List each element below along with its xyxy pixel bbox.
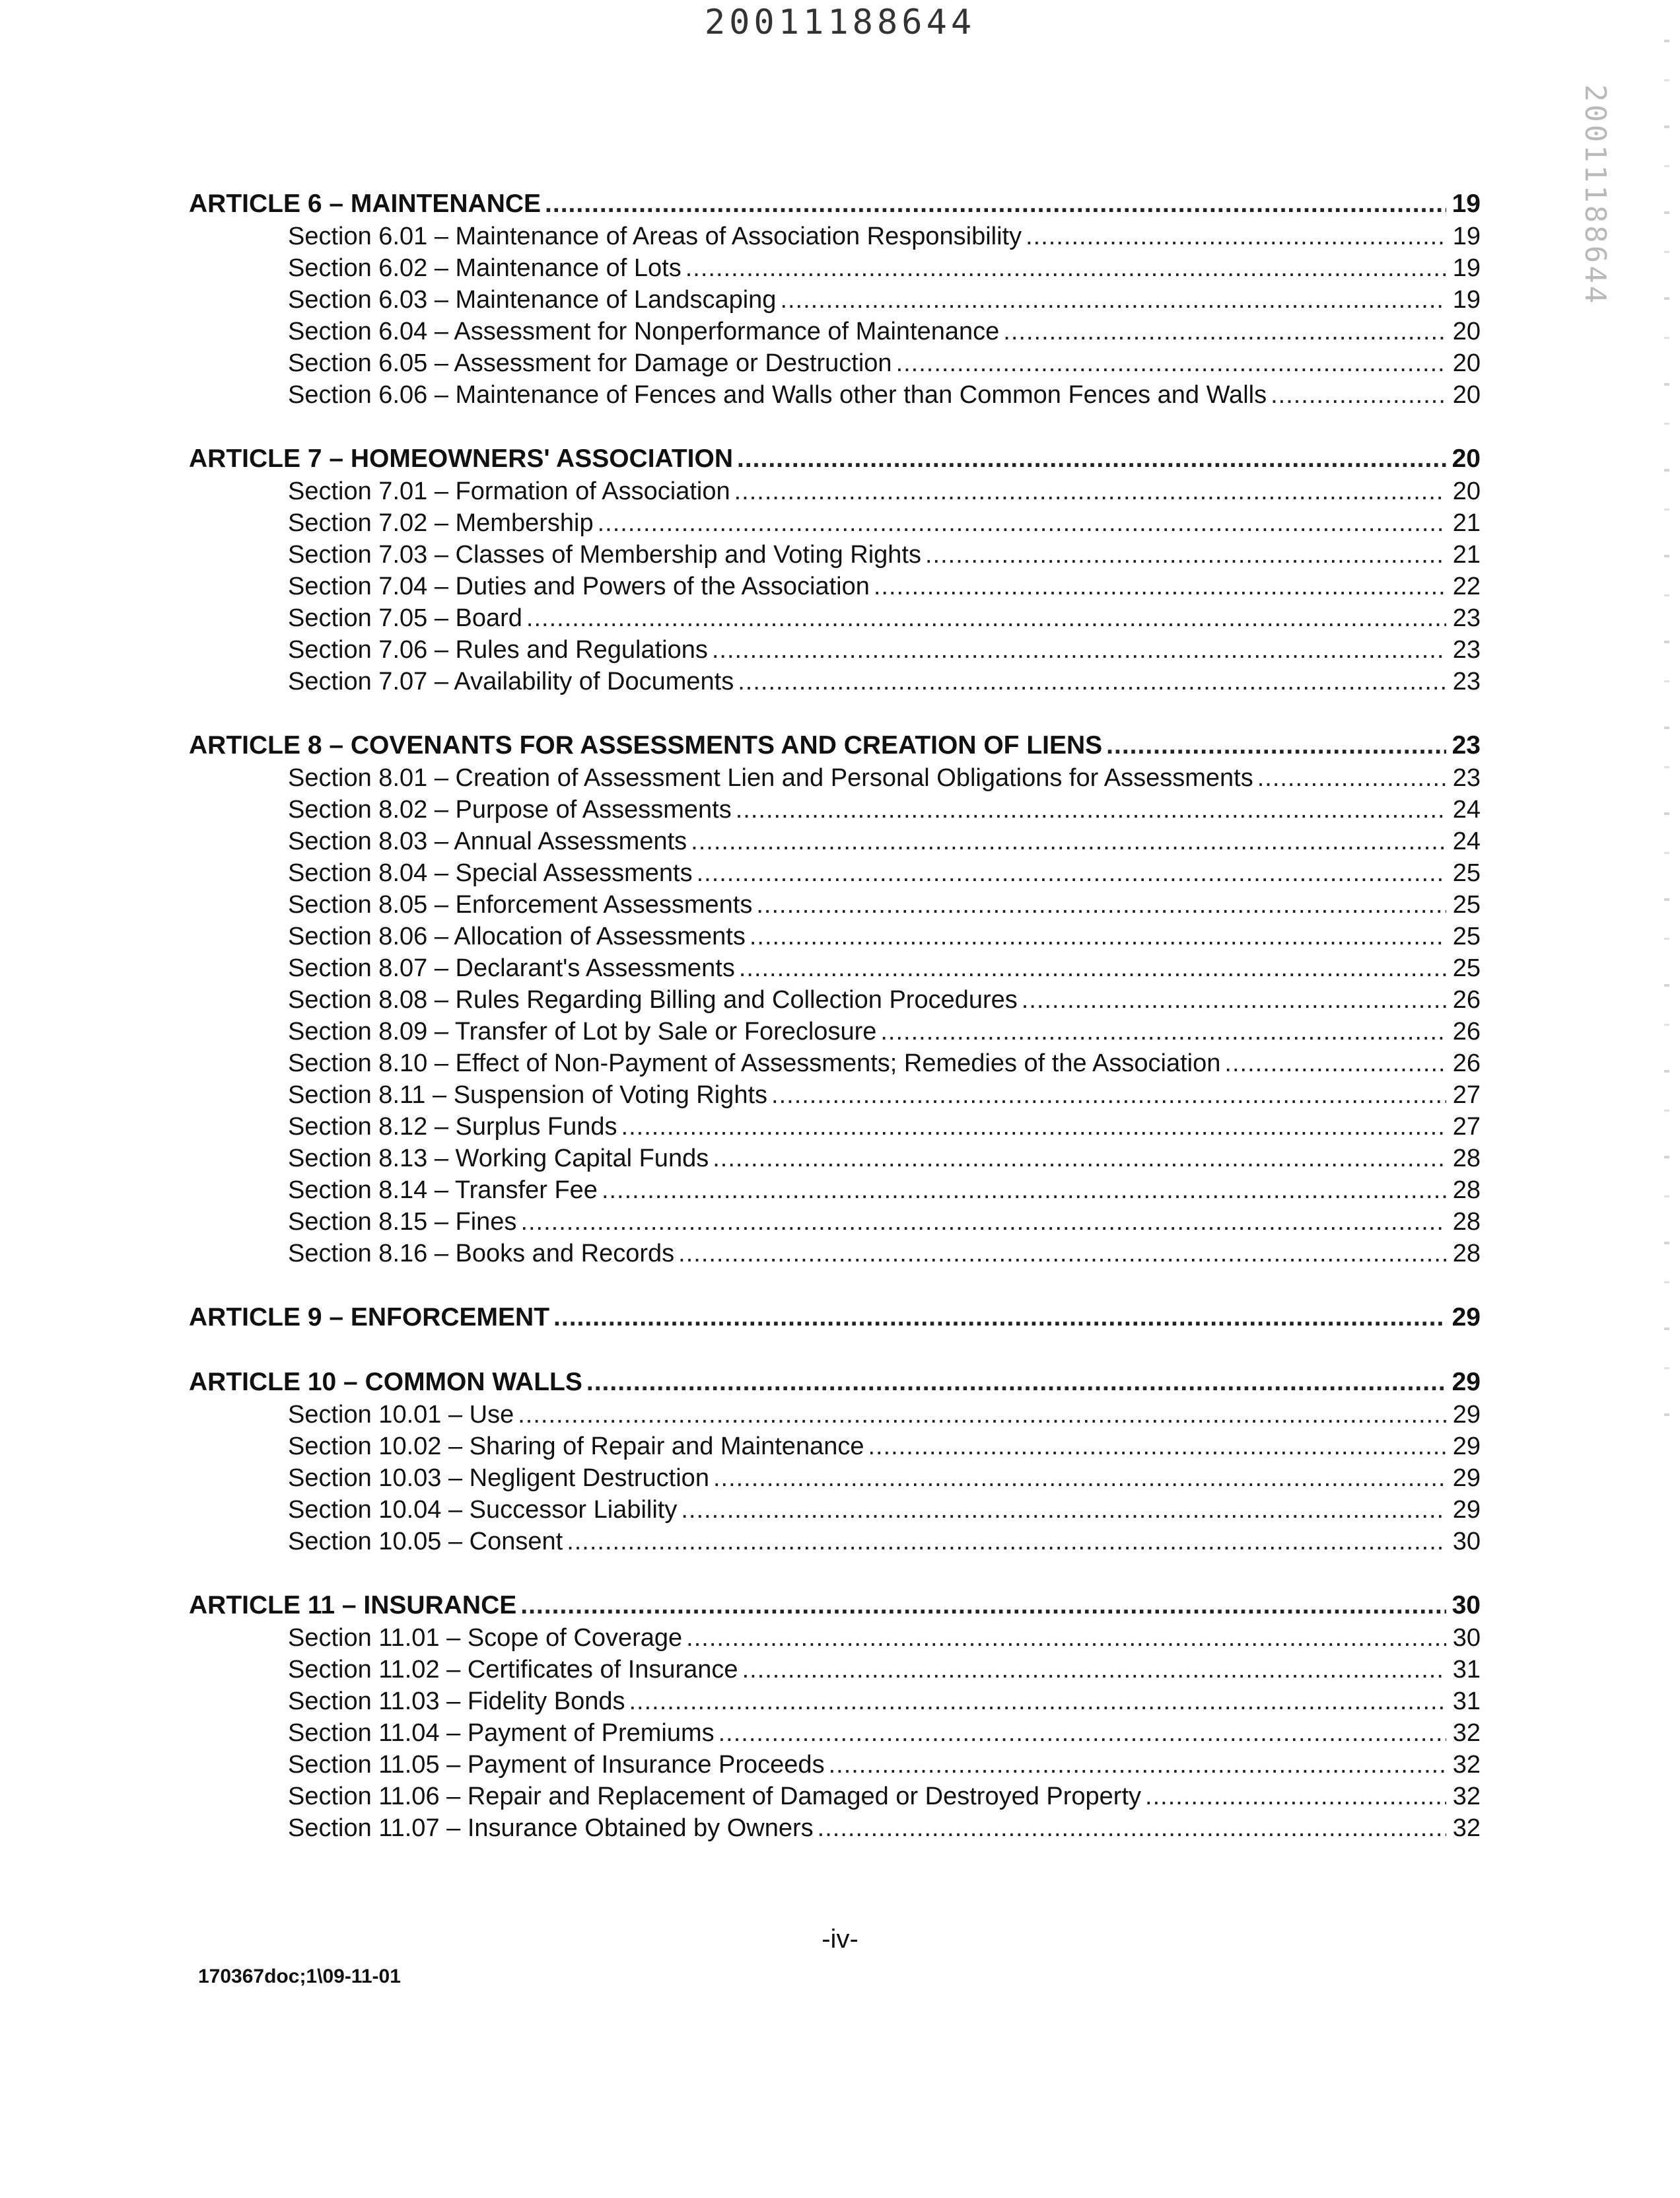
section-entry-page: 26 [1452,1018,1481,1046]
section-entry [189,762,1481,794]
section-entry [189,1431,1481,1462]
section-entry-title: Section 6.03 – Maintenance of Landscaping [288,286,777,314]
section-entry-title: Section 8.06 – Allocation of Assessments [288,923,746,950]
toc-article [189,188,1481,411]
dot-leader [1106,729,1446,762]
section-entry-page: 27 [1452,1081,1481,1109]
section-entry [189,1174,1481,1206]
section-entry-page: 21 [1452,509,1481,537]
section-entry [189,794,1481,826]
section-entry-title: Section 10.05 – Consent [288,1528,563,1555]
section-entry [189,316,1481,347]
section-entry-page: 31 [1452,1687,1481,1715]
section-entry [189,379,1481,411]
dot-leader [553,1301,1446,1334]
article-entry [189,443,1481,476]
section-entry-title: Section 8.07 – Declarant's Assessments [288,954,735,982]
section-entry-page: 23 [1452,604,1481,632]
section-entry-title: Section 11.03 – Fidelity Bonds [288,1687,625,1715]
section-entry-title: Section 8.15 – Fines [288,1208,517,1236]
section-entry-page: 26 [1452,1049,1481,1077]
scan-edge-artifact [1664,40,1669,1427]
section-entry-title: Section 8.14 – Transfer Fee [288,1176,598,1204]
dot-leader [686,1622,1446,1654]
section-entry-title: Section 8.10 – Effect of Non-Payment of Assessments; Remedies of the Association [288,1049,1221,1077]
article-entry [189,729,1481,762]
section-entry [189,539,1481,571]
section-entry [189,1111,1481,1143]
section-entry [189,1206,1481,1238]
section-entry-title: Section 11.04 – Payment of Premiums [288,1719,715,1747]
section-entry [189,634,1481,666]
section-entry [189,347,1481,379]
dot-leader [712,634,1446,666]
table-of-contents [189,188,1481,1876]
section-entry-page: 24 [1452,828,1481,855]
dot-leader [685,252,1446,284]
dot-leader [520,1206,1446,1238]
section-entry [189,602,1481,634]
section-entry [189,1016,1481,1047]
section-entry-title: Section 7.04 – Duties and Powers of the Association [288,573,870,600]
section-entry [189,1717,1481,1749]
section-entry [189,1622,1481,1654]
dot-leader [739,952,1446,984]
section-entry-title: Section 8.11 – Suspension of Voting Rights [288,1081,768,1109]
article-entry-page: 23 [1452,731,1481,760]
section-entry [189,826,1481,857]
dot-leader [713,1143,1446,1174]
dot-leader [681,1494,1446,1526]
section-entry-page: 19 [1452,254,1481,282]
section-entry-title: Section 7.06 – Rules and Regulations [288,636,708,664]
section-entry-page: 21 [1452,541,1481,569]
dot-leader [868,1431,1446,1462]
section-entry-title: Section 8.02 – Purpose of Assessments [288,796,732,824]
section-entry-page: 30 [1452,1624,1481,1652]
dot-leader [1257,762,1446,794]
section-entry [189,507,1481,539]
dot-leader [1026,221,1446,252]
section-entry-title: Section 8.04 – Special Assessments [288,859,693,887]
section-entry-title: Section 10.04 – Successor Liability [288,1496,678,1524]
article-entry [189,1366,1481,1399]
section-entry [189,284,1481,316]
dot-leader [880,1016,1446,1047]
section-entry-page: 29 [1452,1464,1481,1492]
article-entry-page: 19 [1452,190,1481,218]
dot-leader [925,539,1446,571]
dot-leader [621,1111,1446,1143]
section-entry [189,952,1481,984]
dot-leader [713,1462,1446,1494]
page-number: -iv- [822,1925,858,1954]
section-entry-title: Section 6.05 – Assessment for Damage or Destruction [288,349,892,377]
section-entry [189,1462,1481,1494]
dot-leader [750,921,1446,952]
article-entry [189,1301,1481,1334]
dot-leader [736,794,1446,826]
section-entry-title: Section 8.01 – Creation of Assessment Lien and Personal Obligations for Assessments [288,764,1253,792]
dot-leader [780,284,1446,316]
section-entry-title: Section 11.01 – Scope of Coverage [288,1624,683,1652]
document-number: 20011188644 [704,3,976,42]
dot-leader [526,602,1446,634]
side-stamp [1576,86,1615,304]
dot-leader [697,857,1446,889]
side-stamp-text: 20011188644 [1578,84,1613,306]
section-entry-title: Section 7.03 – Classes of Membership and Voting Rights [288,541,921,569]
dot-leader [1022,984,1446,1016]
dot-leader [567,1526,1446,1557]
section-entry [189,476,1481,507]
article-entry-title: ARTICLE 7 – HOMEOWNERS' ASSOCIATION [189,444,733,473]
section-entry-page: 23 [1452,636,1481,664]
section-entry-title: Section 11.02 – Certificates of Insurance [288,1656,738,1684]
dot-leader [518,1399,1446,1431]
section-entry-title: Section 11.05 – Payment of Insurance Proceeds [288,1751,825,1779]
section-entry-title: Section 6.06 – Maintenance of Fences and Walls other than Common Fences and Walls [288,381,1267,409]
section-entry [189,1047,1481,1079]
dot-leader [829,1749,1446,1781]
dot-leader [818,1812,1446,1844]
dot-leader [678,1238,1446,1269]
section-entry-page: 24 [1452,796,1481,824]
section-entry-page: 29 [1452,1496,1481,1524]
section-entry-page: 31 [1452,1656,1481,1684]
dot-leader [629,1685,1447,1717]
article-entry-title: ARTICLE 8 – COVENANTS FOR ASSESSMENTS AND CREATION OF LIENS [189,731,1103,760]
section-entry-page: 28 [1452,1145,1481,1172]
section-entry-page: 20 [1452,318,1481,345]
dot-leader [586,1366,1446,1399]
section-entry [189,1238,1481,1269]
dot-leader [1145,1781,1446,1812]
section-entry-title: Section 8.12 – Surplus Funds [288,1113,617,1141]
article-entry-title: ARTICLE 11 – INSURANCE [189,1591,517,1619]
dot-leader [545,188,1446,221]
article-entry-title: ARTICLE 6 – MAINTENANCE [189,190,542,218]
section-entry-page: 28 [1452,1240,1481,1267]
dot-leader [771,1079,1446,1111]
section-entry-title: Section 8.05 – Enforcement Assessments [288,891,753,919]
article-entry-page: 30 [1452,1591,1481,1619]
dot-leader [874,571,1446,602]
toc-article [189,1301,1481,1334]
section-entry-page: 32 [1452,1719,1481,1747]
dot-leader [718,1717,1446,1749]
section-entry-page: 20 [1452,478,1481,505]
section-entry-title: Section 7.01 – Formation of Association [288,478,730,505]
dot-leader [1224,1047,1446,1079]
section-entry [189,889,1481,921]
section-entry-page: 29 [1452,1433,1481,1460]
section-entry-page: 27 [1452,1113,1481,1141]
section-entry [189,857,1481,889]
article-entry-page: 29 [1452,1368,1481,1396]
section-entry [189,1079,1481,1111]
document-id: 170367doc;1\09-11-01 [198,1966,401,1987]
section-entry-title: Section 8.16 – Books and Records [288,1240,675,1267]
section-entry [189,984,1481,1016]
section-entry-page: 32 [1452,1814,1481,1842]
article-entry-page: 29 [1452,1303,1481,1331]
section-entry-page: 26 [1452,986,1481,1014]
dot-leader [737,443,1446,476]
section-entry-title: Section 10.01 – Use [288,1401,514,1429]
section-entry [189,666,1481,697]
section-entry-page: 28 [1452,1176,1481,1204]
dot-leader [756,889,1446,921]
section-entry-title: Section 7.02 – Membership [288,509,594,537]
section-entry [189,921,1481,952]
section-entry [189,1685,1481,1717]
section-entry [189,221,1481,252]
toc-article [189,443,1481,697]
section-entry [189,1749,1481,1781]
section-entry-title: Section 10.03 – Negligent Destruction [288,1464,709,1492]
dot-leader [742,1654,1446,1685]
section-entry [189,1143,1481,1174]
toc-article [189,729,1481,1269]
dot-leader [598,507,1446,539]
article-entry-title: ARTICLE 9 – ENFORCEMENT [189,1303,550,1331]
article-entry-title: ARTICLE 10 – COMMON WALLS [189,1368,582,1396]
section-entry [189,252,1481,284]
section-entry-title: Section 7.05 – Board [288,604,522,632]
dot-leader [1271,379,1446,411]
section-entry-page: 23 [1452,668,1481,695]
dot-leader [520,1589,1446,1622]
article-entry [189,188,1481,221]
section-entry-page: 19 [1452,223,1481,250]
dot-leader [691,826,1446,857]
section-entry-page: 20 [1452,349,1481,377]
toc-article [189,1366,1481,1557]
article-entry-page: 20 [1452,444,1481,473]
section-entry [189,1526,1481,1557]
section-entry-title: Section 11.07 – Insurance Obtained by Owners [288,1814,814,1842]
dot-leader [738,666,1446,697]
section-entry-page: 25 [1452,859,1481,887]
dot-leader [734,476,1446,507]
section-entry-title: Section 6.01 – Maintenance of Areas of Association Responsibility [288,223,1022,250]
section-entry-page: 29 [1452,1401,1481,1429]
section-entry [189,1494,1481,1526]
section-entry-title: Section 7.07 – Availability of Documents [288,668,734,695]
section-entry-title: Section 10.02 – Sharing of Repair and Maintenance [288,1433,864,1460]
section-entry-page: 23 [1452,764,1481,792]
section-entry-page: 30 [1452,1528,1481,1555]
section-entry-page: 25 [1452,923,1481,950]
dot-leader [1003,316,1446,347]
section-entry [189,1654,1481,1685]
section-entry-page: 28 [1452,1208,1481,1236]
section-entry-title: Section 6.04 – Assessment for Nonperformance of Maintenance [288,318,1000,345]
section-entry-title: Section 8.03 – Annual Assessments [288,828,687,855]
toc-article [189,1589,1481,1844]
section-entry [189,571,1481,602]
section-entry-page: 32 [1452,1783,1481,1810]
section-entry-title: Section 11.06 – Repair and Replacement of Damaged or Destroyed Property [288,1783,1142,1810]
section-entry [189,1812,1481,1844]
section-entry-title: Section 8.09 – Transfer of Lot by Sale or Foreclosure [288,1018,877,1046]
article-entry [189,1589,1481,1622]
section-entry-page: 20 [1452,381,1481,409]
section-entry-page: 22 [1452,573,1481,600]
section-entry-page: 32 [1452,1751,1481,1779]
dot-leader [896,347,1446,379]
section-entry-page: 25 [1452,954,1481,982]
section-entry-title: Section 6.02 – Maintenance of Lots [288,254,682,282]
section-entry-title: Section 8.08 – Rules Regarding Billing and Collection Procedures [288,986,1018,1014]
section-entry-page: 25 [1452,891,1481,919]
section-entry [189,1781,1481,1812]
dot-leader [602,1174,1446,1206]
section-entry-title: Section 8.13 – Working Capital Funds [288,1145,709,1172]
section-entry-page: 19 [1452,286,1481,314]
section-entry [189,1399,1481,1431]
